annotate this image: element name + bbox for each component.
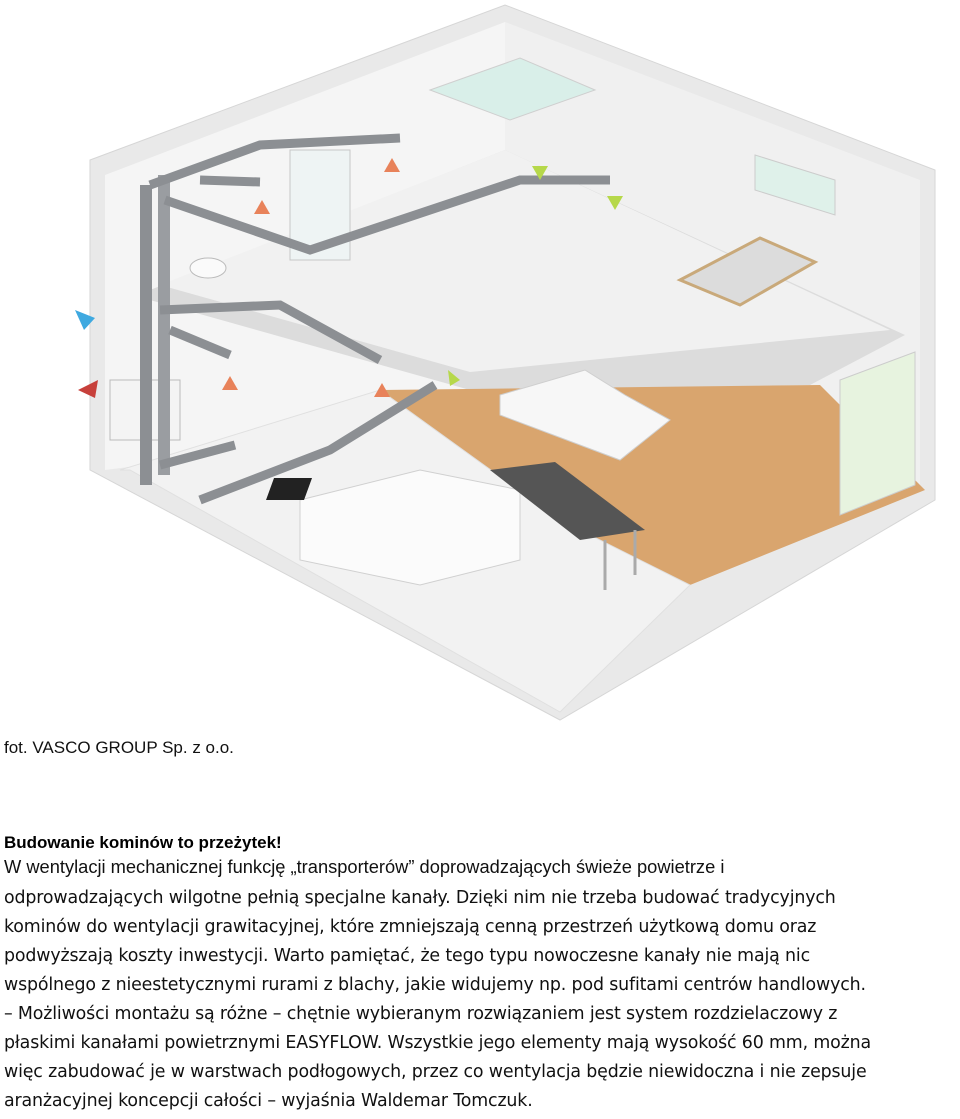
body-line: płaskimi kanałami powietrznymi EASYFLOW. Wszystkie jego elementy mają wysokość 60 mm, można [4,1033,871,1053]
body-line: – Możliwości montażu są różne – chętnie wybieranym rozwiązaniem jest system rozdzielaczowy z [4,1004,838,1024]
body-line: wspólnego z nieestetycznymi rurami z blachy, jakie widujemy np. pod sufitami centrów handlowych. [4,975,866,995]
photo-caption: fot. VASCO GROUP Sp. z o.o. [4,738,234,757]
outlet-arrow [78,380,98,398]
duct-vertical [158,175,170,475]
body-line: więc zabudować je w warstwach podłogowych, przez co wentylacja będzie niewidoczna i nie zepsuje [4,1062,867,1082]
cooktop [266,478,312,500]
toilet [190,258,226,278]
body-line: kominów do wentylacji grawitacyjnej, które zmniejszają cenną przestrzeń użytkową domu oraz [4,917,817,937]
duct-vertical [140,185,152,485]
body-line: W wentylacji mechanicznej funkcję „transporterów” doprowadzających świeże powietrze i [4,856,725,877]
article-headline: Budowanie kominów to przeżytek! [4,833,282,852]
duct-upper [200,180,260,182]
body-line: odprowadzających wilgotne pełnią specjalne kanały. Dzięki nim nie trzeba budować tradycyjnych [4,888,836,908]
article [4,831,960,1116]
article-body [4,855,960,1116]
body-line: aranżacyjnej koncepcji całości – wyjaśnia Waldemar Tomczuk. [4,1091,533,1111]
body-line: podwyższają koszty inwestycji. Warto pamiętać, że tego typu nowoczesne kanały nie mają nic [4,946,810,966]
